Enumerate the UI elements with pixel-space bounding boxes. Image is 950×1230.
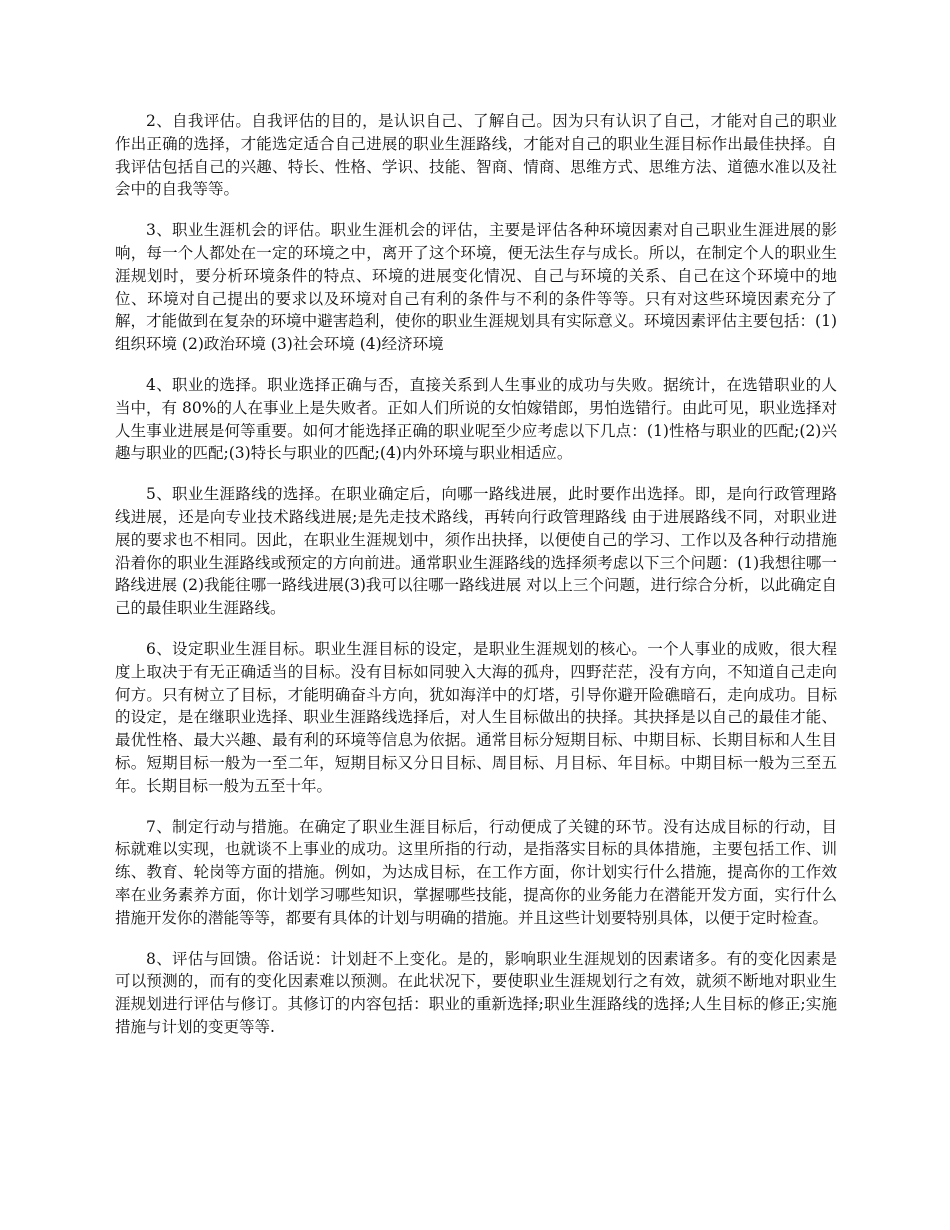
- paragraph-evaluation-feedback: 8、评估与回馈。俗话说：计划赶不上变化。是的，影响职业生涯规划的因素诸多。有的变化因素是可以预测的，而有的变化因素难以预测。在此状况下，要使职业生涯规划行之有效，就须不断地对职业生涯规划进行评估与修订。其修订的内容包括：职业的重新选择;职业生涯路线的选择;人生目标的修正;实施措施与计划的变更等等.: [115, 949, 837, 1036]
- document-page: [115, 110, 837, 1057]
- paragraph-self-assessment: 2、自我评估。自我评估的目的，是认识自己、了解自己。因为只有认识了自己，才能对自己的职业作出正确的选择，才能选定适合自己进展的职业生涯路线，才能对自己的职业生涯目标作出最佳抉择。自我评估包括自己的兴趣、特长、性格、学识、技能、智商、情商、思维方式、思维方法、道德水准以及社会中的自我等等。: [115, 112, 837, 199]
- paragraph-career-goals: 6、设定职业生涯目标。职业生涯目标的设定，是职业生涯规划的核心。一个人事业的成败，很大程度上取决于有无正确适当的目标。没有目标如同驶入大海的孤舟，四野茫茫，没有方向，不知道自己走向何方。只有树立了目标，才能明确奋斗方向，犹如海洋中的灯塔，引导你避开险礁暗石，走向成功。目标的设定，是在继职业选择、职业生涯路线选择后，对人生目标做出的抉择。其抉择是以自己的最佳才能、最优性格、最大兴趣、最有利的环境等信息为依据。通常目标分短期目标、中期目标、长期目标和人生目标。短期目标一般为一至二年，短期目标又分日目标、周目标、月目标、年目标。中期目标一般为三至五年。长期目标一般为五至十年。: [115, 639, 837, 795]
- paragraph-career-choice: 4、职业的选择。职业选择正确与否，直接关系到人生事业的成功与失败。据统计，在选错职业的人当中，有 80%的人在事业上是失败者。正如人们所说的女怕嫁错郎，男怕选错行。由此可见，职业选择对人生事业进展是何等重要。如何才能选择正确的职业呢至少应考虑以下几点：(1)性格与职业的匹配;(2)兴趣与职业的匹配;(3)特长与职业的匹配;(4)内外环境与职业相适应。: [115, 375, 837, 463]
- paragraph-action-measures: 7、制定行动与措施。在确定了职业生涯目标后，行动便成了关键的环节。没有达成目标的行动，目标就难以实现，也就谈不上事业的成功。这里所指的行动，是指落实目标的具体措施，主要包括工作、训练、教育、轮岗等方面的措施。例如，为达成目标，在工作方面，你计划实行什么措施，提高你的工作效率在业务素养方面，你计划学习哪些知识，掌握哪些技能，提高你的业务能力在潜能开发方面，实行什么措施开发你的潜能等等，都要有具体的计划与明确的措施。并且这些计划要特别具体，以便于定时检查。: [115, 817, 837, 927]
- paragraph-opportunity-assessment: 3、职业生涯机会的评估。职业生涯机会的评估，主要是评估各种环境因素对自己职业生涯进展的影响，每一个人都处在一定的环境之中，离开了这个环境，便无法生存与成长。所以，在制定个人的职业生涯规划时，要分析环境条件的特点、环境的进展变化情况、自己与环境的关系、自己在这个环境中的地位、环境对自己提出的要求以及环境对自己有利的条件与不利的条件等等。只有对这些环境因素充分了解，才能做到在复杂的环境中避害趋利，使你的职业生涯规划具有实际意义。环境因素评估主要包括：(1)组织环境 (2)政治环境 (3)社会环境 (4)经济环境: [115, 221, 837, 354]
- paragraph-career-path: 5、职业生涯路线的选择。在职业确定后，向哪一路线进展，此时要作出选择。即，是向行政管理路线进展，还是向专业技术路线进展;是先走技术路线，再转向行政管理路线 由于进展路线不同，对职业进展的要求也不相同。因此，在职业生涯规划中，须作出抉择，以便使自己的学习、工作以及各种行动措施沿着你的职业生涯路线或预定的方向前进。通常职业生涯路线的选择须考虑以下三个问题：(1)我想往哪一路线进展 (2)我能往哪一路线进展(3)我可以往哪一路线进展 对以上三个问题，进行综合分析，以此确定自己的最佳职业生涯路线。: [115, 485, 837, 618]
